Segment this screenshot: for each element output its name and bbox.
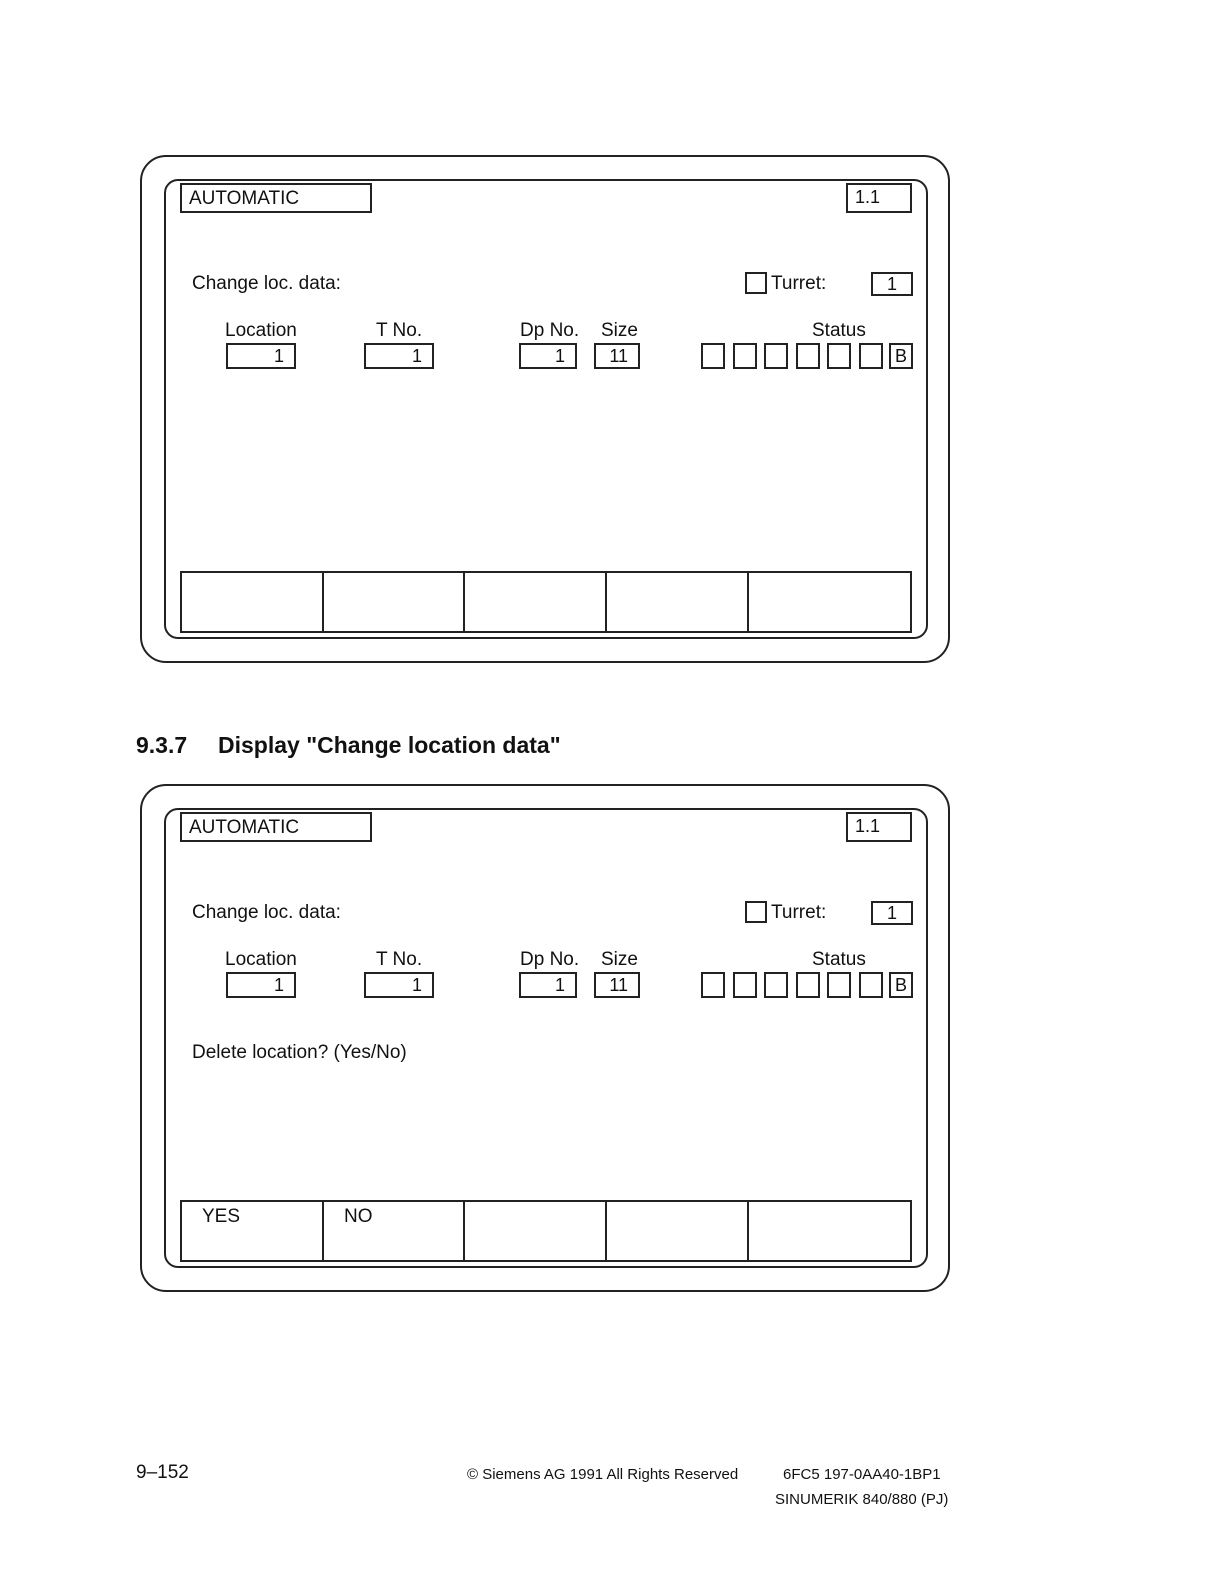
softkey-no[interactable]: NO (324, 1202, 465, 1260)
screen-inner-frame (164, 808, 928, 1268)
channel-display: 1.1 (846, 812, 912, 842)
turret-checkbox[interactable] (745, 901, 767, 923)
status-box-1[interactable] (701, 972, 725, 998)
copyright-notice: © Siemens AG 1991 All Rights Reserved (467, 1466, 739, 1483)
status-box-2[interactable] (733, 343, 757, 369)
cnc-screen-1 (140, 155, 950, 663)
softkey-bar (180, 1200, 912, 1262)
softkey-4[interactable] (607, 1202, 749, 1260)
tno-field[interactable]: 1 (364, 972, 434, 998)
tno-field[interactable]: 1 (364, 343, 434, 369)
location-label: Location (225, 949, 297, 970)
status-box-5[interactable] (827, 972, 851, 998)
page-number: 9–152 (136, 1462, 189, 1483)
size-label: Size (601, 949, 638, 970)
turret-field[interactable]: 1 (871, 272, 913, 296)
heading-label: Change loc. data: (192, 902, 341, 923)
dpno-label: Dp No. (520, 320, 580, 341)
status-box-flag[interactable]: B (889, 343, 913, 369)
status-label: Status (812, 320, 866, 341)
softkey-bar (180, 571, 912, 633)
channel-display: 1.1 (846, 183, 912, 213)
softkey-yes[interactable]: YES (182, 1202, 324, 1260)
status-box-3[interactable] (764, 343, 788, 369)
location-field[interactable]: 1 (226, 972, 296, 998)
status-box-5[interactable] (827, 343, 851, 369)
location-field[interactable]: 1 (226, 343, 296, 369)
turret-label: Turret: (771, 273, 827, 294)
section-number: 9.3.7 (136, 732, 188, 758)
heading-label: Change loc. data: (192, 273, 341, 294)
dpno-field[interactable]: 1 (519, 972, 577, 998)
status-box-3[interactable] (764, 972, 788, 998)
turret-checkbox[interactable] (745, 272, 767, 294)
status-box-4[interactable] (796, 343, 820, 369)
turret-label: Turret: (771, 902, 827, 923)
size-field[interactable]: 11 (594, 343, 640, 369)
order-number: 6FC5 197-0AA40-1BP1 (783, 1466, 941, 1483)
screen-inner-frame (164, 179, 928, 639)
softkey-5[interactable] (749, 573, 910, 631)
softkey-5[interactable] (749, 1202, 910, 1260)
status-box-6[interactable] (859, 343, 883, 369)
section-title: Display "Change location data" (218, 732, 561, 758)
softkey-2[interactable] (324, 573, 465, 631)
softkey-3[interactable] (465, 573, 607, 631)
softkey-4[interactable] (607, 573, 749, 631)
prompt-text: Delete location? (Yes/No) (192, 1042, 407, 1063)
mode-display: AUTOMATIC (180, 812, 372, 842)
section-heading (136, 732, 561, 759)
mode-display: AUTOMATIC (180, 183, 372, 213)
dpno-label: Dp No. (520, 949, 580, 970)
size-label: Size (601, 320, 638, 341)
status-box-2[interactable] (733, 972, 757, 998)
status-box-4[interactable] (796, 972, 820, 998)
location-label: Location (225, 320, 297, 341)
softkey-3[interactable] (465, 1202, 607, 1260)
size-field[interactable]: 11 (594, 972, 640, 998)
turret-field[interactable]: 1 (871, 901, 913, 925)
product-name: SINUMERIK 840/880 (PJ) (775, 1491, 949, 1508)
softkey-1[interactable] (182, 573, 324, 631)
status-box-1[interactable] (701, 343, 725, 369)
cnc-screen-2 (140, 784, 950, 1292)
dpno-field[interactable]: 1 (519, 343, 577, 369)
status-label: Status (812, 949, 866, 970)
status-box-6[interactable] (859, 972, 883, 998)
tno-label: T No. (376, 320, 423, 341)
tno-label: T No. (376, 949, 423, 970)
status-box-flag[interactable]: B (889, 972, 913, 998)
